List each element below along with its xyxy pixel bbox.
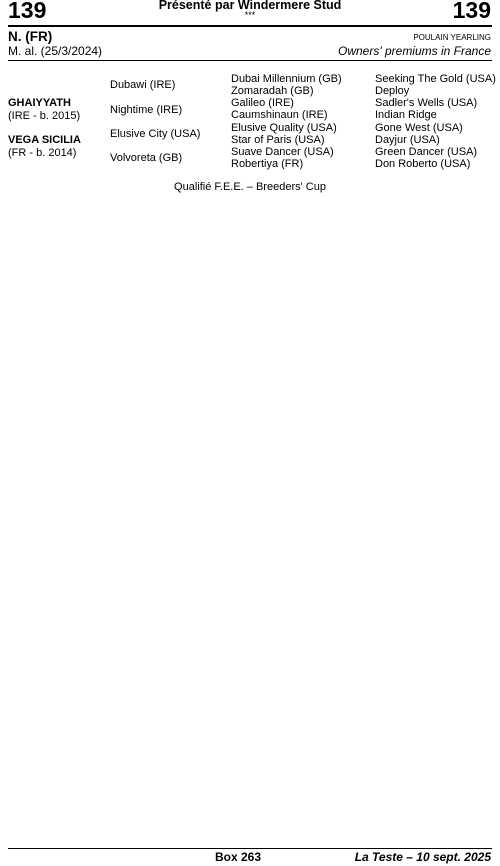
box-number: Box 263 [215, 850, 262, 864]
sire-info: (IRE - b. 2015) [8, 110, 81, 122]
gen2-item: Elusive Quality (USA) [231, 122, 337, 134]
catalogue-header [0, 0, 500, 22]
header-rule [8, 25, 492, 27]
qualification: Qualifié F.E.E. – Breeders' Cup [174, 181, 326, 193]
gen2-item: Galileo (IRE) [231, 97, 294, 109]
lot-number-right: 139 [452, 0, 491, 23]
footer-rule [8, 848, 492, 849]
gen2-item: Caumshinaun (IRE) [231, 109, 328, 121]
sale-venue-date: La Teste – 10 sept. 2025 [354, 850, 491, 864]
lot-type: POULAIN YEARLING [413, 33, 491, 42]
stars: *** [244, 10, 256, 20]
gen1-item: Dubawi (IRE) [110, 79, 176, 91]
gen2-item: Dubai Millennium (GB) [231, 73, 342, 85]
gen1-item: Nightime (IRE) [110, 104, 183, 116]
gen3-item: Dayjur (USA) [375, 134, 440, 146]
gen3-item: Don Roberto (USA) [375, 158, 471, 170]
pedigree-top-rule [8, 60, 492, 61]
gen2-item: Star of Paris (USA) [231, 134, 325, 146]
gen1-item: Elusive City (USA) [110, 128, 201, 140]
gen2-item: Robertiya (FR) [231, 158, 304, 170]
dam-name: VEGA SICILIA [8, 134, 81, 146]
lot-number-left: 139 [8, 0, 47, 23]
presenter: Présenté par Windermere Stud [158, 0, 342, 12]
sire-name: GHAIYYATH [8, 97, 71, 109]
gen3-item: Green Dancer (USA) [375, 146, 478, 158]
gen1-item: Volvoreta (GB) [110, 152, 183, 164]
dam-info: (FR - b. 2014) [8, 147, 77, 159]
gen3-item: Indian Ridge [375, 109, 437, 121]
owners-premiums-note: Owners' premiums in France [338, 44, 491, 58]
gen3-item: Gone West (USA) [375, 122, 463, 134]
gen2-item: Suave Dancer (USA) [231, 146, 334, 158]
gen3-item: Seeking The Gold (USA) [375, 73, 496, 85]
gen3-item: Deploy [375, 85, 410, 97]
date-of-birth: M. al. (25/3/2024) [8, 44, 103, 58]
gen2-item: Zomaradah (GB) [231, 85, 314, 97]
gen3-item: Sadler's Wells (USA) [375, 97, 478, 109]
sex-origin: N. (FR) [8, 29, 53, 44]
